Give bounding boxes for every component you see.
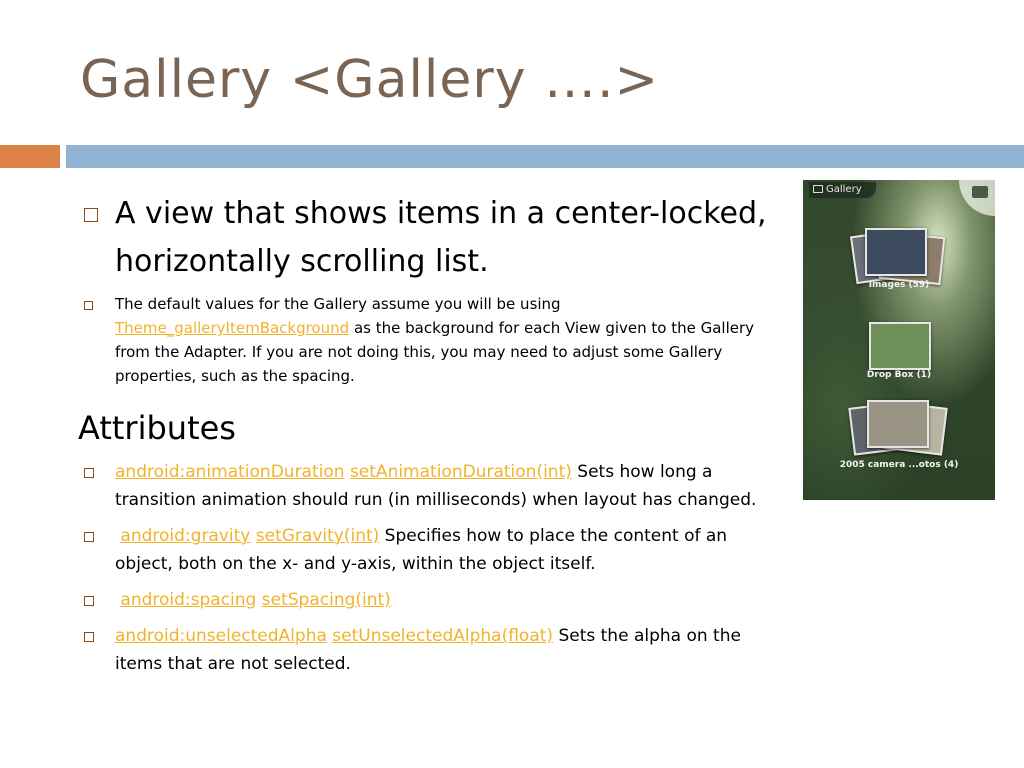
attribute-link[interactable]: android:unselectedAlpha (115, 626, 327, 646)
attribute-item (78, 586, 788, 614)
album-label: 2005 camera ...otos (4) (839, 460, 959, 470)
method-link[interactable]: setAnimationDuration(int) (349, 462, 572, 482)
attributes-heading: Attributes (78, 409, 236, 447)
attribute-link[interactable]: android:animationDuration (115, 462, 345, 482)
attribute-link[interactable]: android:spacing (120, 590, 257, 610)
slide-content (78, 190, 788, 686)
album-label: Drop Box (1) (866, 370, 932, 380)
attribute-description: Sets how long a transition animation should run (in milliseconds) when layout has changed. (115, 462, 757, 510)
attribute-item (78, 622, 788, 678)
album-label: Images (59) (868, 280, 930, 290)
orange-accent-bar (0, 145, 60, 168)
bullet-box-icon (84, 532, 94, 542)
album-stack-camera (851, 400, 941, 450)
method-link[interactable]: setUnselectedAlpha(float) (332, 626, 554, 646)
camera-icon (959, 180, 995, 216)
note-text-before: The default values for the Gallery assume you will be using (115, 295, 561, 313)
bullet-box-icon (84, 468, 94, 478)
note-bullet (78, 292, 788, 388)
bullet-box-icon (84, 301, 93, 310)
method-link[interactable]: setSpacing(int) (261, 590, 391, 610)
theme-gallery-item-background-link[interactable]: Theme_galleryItemBackground (115, 319, 350, 337)
gallery-screenshot (803, 180, 995, 500)
attribute-item (78, 522, 788, 578)
picture-icon (813, 185, 823, 193)
attribute-description: Sets the alpha on the items that are not selected. (115, 626, 741, 674)
gallery-header-label: Gallery (826, 184, 862, 195)
slide-title: Gallery <Gallery ….> (80, 50, 660, 110)
lead-bullet (78, 190, 788, 286)
gallery-app-header (809, 182, 876, 198)
method-link[interactable]: setGravity(int) (255, 526, 380, 546)
note-text-after: as the background for each View given to the Gallery from the Adapter. If you are not doing this, you may need to adjust some Gallery properties, such as the spacing. (115, 319, 755, 385)
album-stack-images (851, 228, 941, 278)
bullet-box-icon (84, 596, 94, 606)
album-stack-dropbox (851, 320, 941, 370)
attribute-description: Specifies how to place the content of an object, both on the x- and y-axis, within the object itself. (115, 526, 728, 574)
attribute-link[interactable]: android:gravity (120, 526, 251, 546)
blue-accent-bar (66, 145, 1024, 168)
lead-text: A view that shows items in a center-locked, horizontally scrolling list. (115, 196, 767, 279)
bullet-box-icon (84, 632, 94, 642)
attribute-item (78, 458, 788, 514)
bullet-box-icon (84, 208, 98, 222)
